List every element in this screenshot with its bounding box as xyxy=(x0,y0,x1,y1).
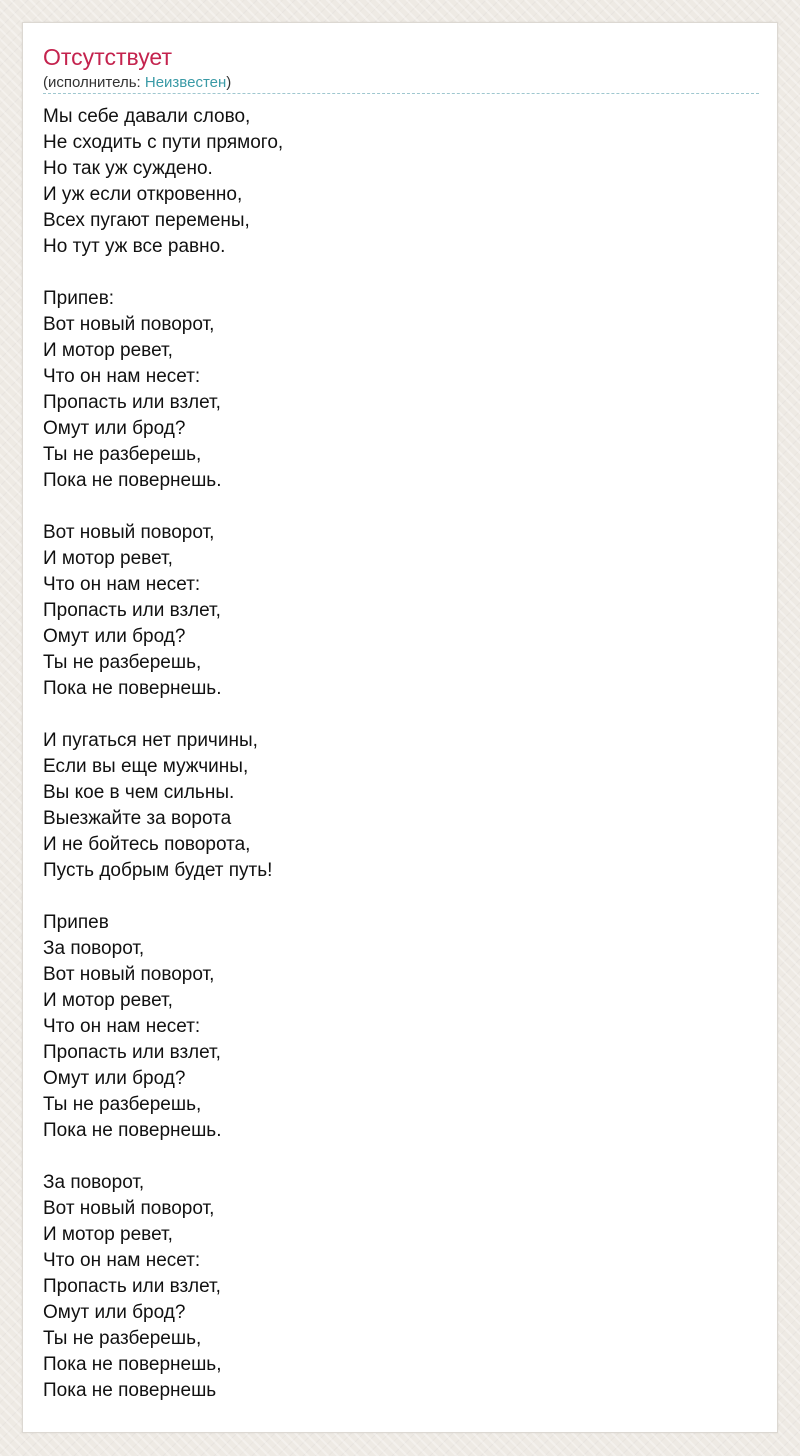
artist-prefix: (исполнитель: xyxy=(43,74,145,91)
lyric-line: И мотор ревет, xyxy=(43,548,173,569)
artist-line xyxy=(43,74,231,92)
lyric-line: Ты не разберешь, xyxy=(43,444,202,465)
lyric-line: Пока не повернешь. xyxy=(43,678,222,699)
stanza-break xyxy=(43,1144,283,1170)
lyric-line: Вот новый поворот, xyxy=(43,964,215,985)
stanza-break xyxy=(43,494,283,520)
lyric-line: Ты не разберешь, xyxy=(43,1094,202,1115)
stanza-break xyxy=(43,702,283,728)
lyric-line: Пропасть или взлет, xyxy=(43,600,221,621)
artist-link[interactable]: Неизвестен xyxy=(144,74,227,91)
lyric-line: Вот новый поворот, xyxy=(43,1198,215,1219)
stanza-break xyxy=(43,260,283,286)
lyric-line: И не бойтесь поворота, xyxy=(43,834,251,855)
lyric-line: Вы кое в чем сильны. xyxy=(43,782,235,803)
lyric-line: Что он нам несет: xyxy=(43,574,201,595)
lyric-line: Вот новый поворот, xyxy=(43,314,215,335)
lyric-line: Что он нам несет: xyxy=(43,366,201,387)
lyric-line: Всех пугают перемены, xyxy=(43,210,250,231)
lyric-line: Пусть добрым будет путь! xyxy=(43,860,273,881)
lyric-line: Вот новый поворот, xyxy=(43,522,215,543)
lyric-line: Пропасть или взлет, xyxy=(43,1042,221,1063)
lyric-line: Выезжайте за ворота xyxy=(43,808,232,829)
lyric-line: Если вы еще мужчины, xyxy=(43,756,249,777)
lyric-line: Пока не повернешь, xyxy=(43,1354,222,1375)
lyric-line: Но так уж суждено. xyxy=(43,158,213,179)
lyric-line: И мотор ревет, xyxy=(43,990,173,1011)
lyric-line: Пока не повернешь. xyxy=(43,470,222,491)
stanza-break xyxy=(43,884,283,910)
lyric-line: И пугаться нет причины, xyxy=(43,730,258,751)
lyrics-text xyxy=(43,104,283,1404)
lyric-line: Мы себе давали слово, xyxy=(43,106,251,127)
lyric-line: Но тут уж все равно. xyxy=(43,236,226,257)
lyric-line: Припев: xyxy=(43,288,115,309)
lyric-line: Ты не разберешь, xyxy=(43,1328,202,1349)
lyric-line: И уж если откровенно, xyxy=(43,184,243,205)
lyric-line: Омут или брод? xyxy=(43,1302,186,1323)
lyric-line: Омут или брод? xyxy=(43,418,186,439)
lyric-line: Припев xyxy=(43,912,109,933)
lyric-line: Что он нам несет: xyxy=(43,1250,201,1271)
lyric-line: Ты не разберешь, xyxy=(43,652,202,673)
lyric-line: За поворот, xyxy=(43,938,145,959)
lyrics-card xyxy=(22,22,778,1433)
lyric-line: Не сходить с пути прямого, xyxy=(43,132,284,153)
lyric-line: Омут или брод? xyxy=(43,1068,186,1089)
song-title: Отсутствует xyxy=(43,44,172,70)
lyric-line: Пропасть или взлет, xyxy=(43,392,221,413)
lyric-line: И мотор ревет, xyxy=(43,340,173,361)
lyric-line: Пока не повернешь. xyxy=(43,1120,222,1141)
lyric-line: За поворот, xyxy=(43,1172,145,1193)
lyric-line: Пока не повернешь xyxy=(43,1380,217,1401)
title-divider xyxy=(43,93,759,94)
lyric-line: Что он нам несет: xyxy=(43,1016,201,1037)
lyric-line: И мотор ревет, xyxy=(43,1224,173,1245)
lyric-line: Пропасть или взлет, xyxy=(43,1276,221,1297)
artist-suffix: ) xyxy=(226,74,232,91)
lyric-line: Омут или брод? xyxy=(43,626,186,647)
